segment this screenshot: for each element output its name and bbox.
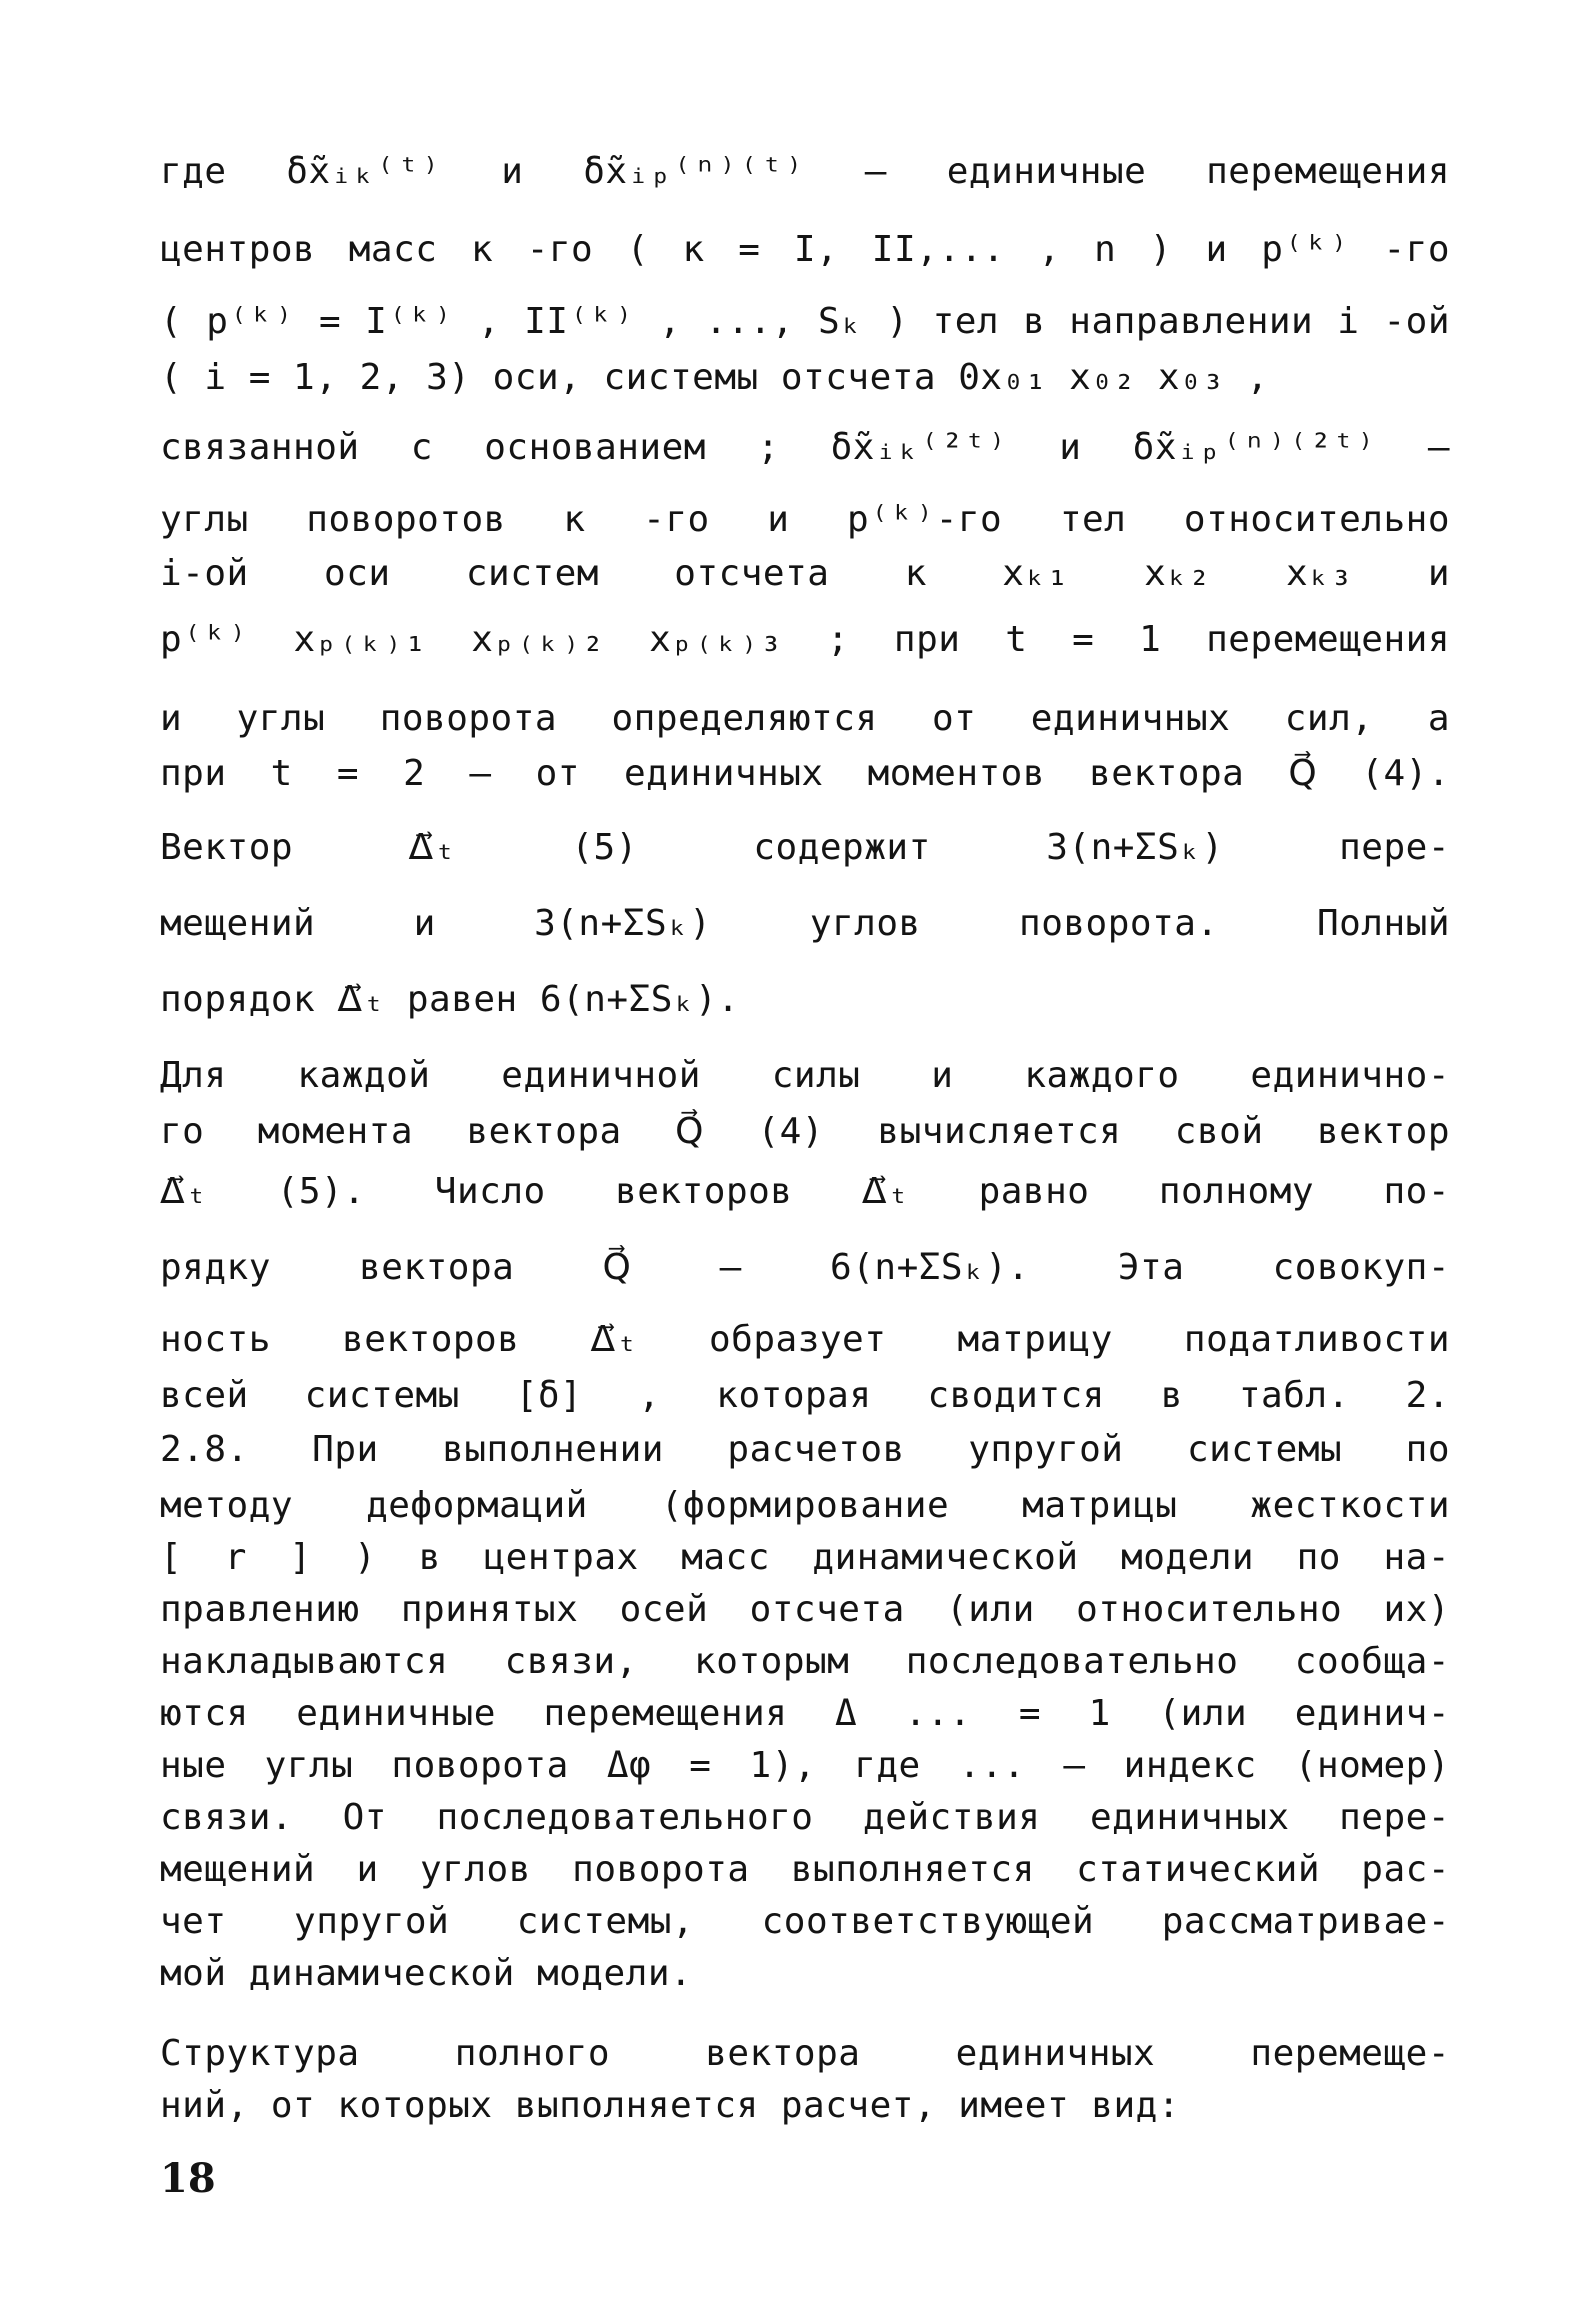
text-line: связи. От последовательного действия единичных пере- bbox=[160, 1797, 1450, 1838]
text-line: ( i = 1, 2, 3) оси, системы отсчета 0x₀₁ x₀₂ x₀₃ , bbox=[160, 357, 1269, 398]
text-line: рядку вектора Q⃗ – 6(n+ΣSₖ). Эта совокуп- bbox=[160, 1247, 1450, 1288]
text-line: правлению принятых осей отсчета (или относительно их) bbox=[160, 1589, 1450, 1630]
text-line: чет упругой системы, соответствующей рассматривае- bbox=[160, 1901, 1450, 1942]
text-line: центров масс к -го ( к = I, II,... , n ) и p⁽ᵏ⁾ -го bbox=[160, 229, 1450, 270]
text-line: ются единичные перемещения Δ ... = 1 (или единич- bbox=[160, 1693, 1450, 1734]
text-line: ность векторов Δ⃗ₜ образует матрицу податливости bbox=[160, 1319, 1450, 1360]
text-line: [ r ] ) в центрах масс динамической модели по на- bbox=[160, 1537, 1450, 1578]
text-line: при t = 2 – от единичных моментов вектора Q⃗ (4). bbox=[160, 753, 1450, 794]
text-line: мещений и 3(n+ΣSₖ) углов поворота. Полный bbox=[160, 903, 1450, 944]
text-line: ( p⁽ᵏ⁾ = I⁽ᵏ⁾ , II⁽ᵏ⁾ , ..., Sₖ ) тел в направлении i -ой bbox=[160, 301, 1450, 342]
text-line: связанной с основанием ; δx̃ᵢₖ⁽²ᵗ⁾ и δx̃ᵢₚ⁽ⁿ⁾⁽²ᵗ⁾ – bbox=[160, 427, 1450, 468]
text-line: p⁽ᵏ⁾ xₚ₍ₖ₎₁ xₚ₍ₖ₎₂ xₚ₍ₖ₎₃ ; при t = 1 перемещения bbox=[160, 619, 1450, 660]
text-line: Δ⃗ₜ (5). Число векторов Δ⃗ₜ равно полному по- bbox=[160, 1171, 1450, 1212]
text-line: 2.8. При выполнении расчетов упругой системы по bbox=[160, 1429, 1450, 1470]
text-line: мой динамической модели. bbox=[160, 1953, 693, 1994]
text-line: накладываются связи, которым последовательно сообща- bbox=[160, 1641, 1450, 1682]
text-line: мещений и углов поворота выполняется статический рас- bbox=[160, 1849, 1450, 1890]
text-line: ний, от которых выполняется расчет, имеет вид: bbox=[160, 2085, 1180, 2126]
text-line: и углы поворота определяются от единичных сил, а bbox=[160, 698, 1450, 739]
text-line: ные углы поворота Δφ = 1), где ... – индекс (номер) bbox=[160, 1745, 1450, 1786]
text-line: Для каждой единичной силы и каждого единично- bbox=[160, 1055, 1450, 1096]
text-line: где δx̃ᵢₖ⁽ᵗ⁾ и δx̃ᵢₚ⁽ⁿ⁾⁽ᵗ⁾ – единичные перемещения bbox=[160, 151, 1450, 192]
text-line: всей системы [δ] , которая сводится в табл. 2. bbox=[160, 1375, 1450, 1416]
text-line: го момента вектора Q⃗ (4) вычисляется свой вектор bbox=[160, 1111, 1450, 1152]
text-line: i-ой оси систем отсчета к xₖ₁ xₖ₂ xₖ₃ и bbox=[160, 553, 1450, 594]
text-line: методу деформаций (формирование матрицы жесткости bbox=[160, 1485, 1450, 1526]
text-line: Вектор Δ⃗ₜ (5) содержит 3(n+ΣSₖ) пере- bbox=[160, 827, 1450, 868]
page-number: 18 bbox=[160, 2155, 216, 2202]
text-line: Структура полного вектора единичных перемеще- bbox=[160, 2033, 1450, 2074]
text-line: углы поворотов к -го и p⁽ᵏ⁾-го тел относительно bbox=[160, 499, 1450, 540]
text-line: порядок Δ⃗ₜ равен 6(n+ΣSₖ). bbox=[160, 979, 740, 1020]
